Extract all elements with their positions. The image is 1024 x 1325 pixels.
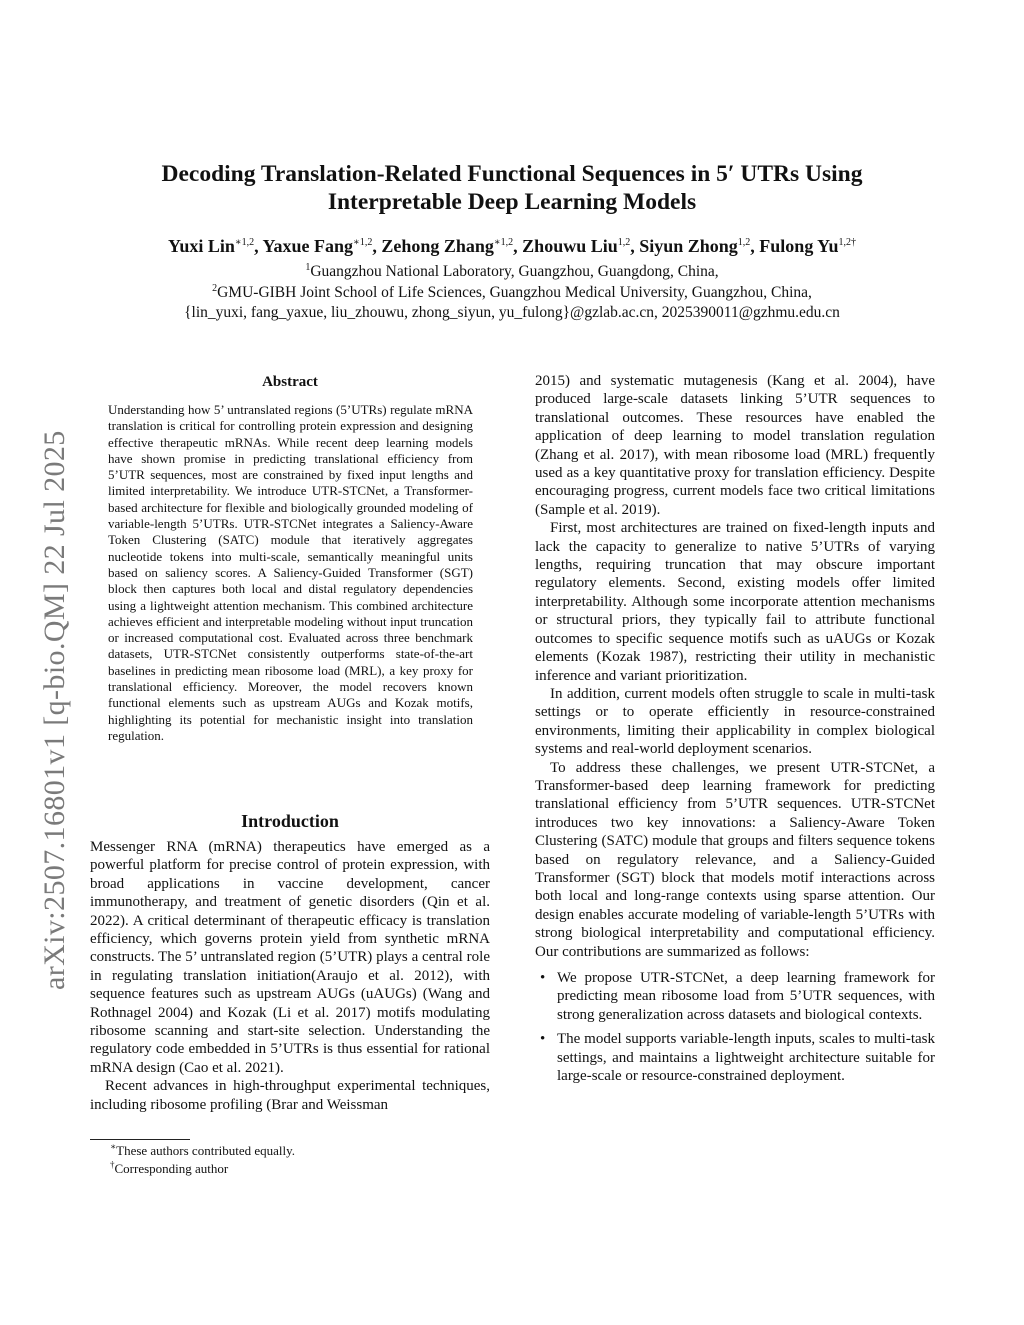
intro-paragraph-3: First, most architectures are trained on fixed-length inputs and lack the capacity to generalize to native 5’UTRs of varying lengths, requiring truncation that may obscure important regulatory elements. Second, existing models offer limited interpretability. Although some incorporate attention mechanisms or structural priors, they typically fail to attribute functional outcomes to specific sequence motifs such as uAUGs or Kozak elements (Kozak 1987), restricting their utility in mechanistic inference and variant prioritization. [535, 520, 935, 684]
author-equal-contribution-mark: ∗ [353, 237, 360, 248]
author-list: Yuxi Lin$^{∗1,2}$, Yaxue Fang$^{∗1,2}$, Zehong Zhang$^{∗1,2}$, Zhouwu Liu$^{1,2}$, Siyun Zhong$^{1,2}$, Fulong $Yu^{1,2\dagger}$ [167, 236, 857, 256]
bullet-icon: • [540, 1031, 546, 1048]
abstract-heading: Abstract [262, 374, 318, 390]
list-item-text: We propose UTR-STCNet, a deep learning framework for predicting mean ribosome load from 5’UTR sequences, with strong generalization across datasets and biological contexts. [557, 970, 935, 1023]
author [263, 236, 373, 256]
list-item [535, 969, 935, 1024]
intro-paragraph-2-continued: 2015) and systematic mutagenesis (Kang et al. 2004), have produced large-scale datasets linking 5’UTR sequences to translational outcomes. These resources have enabled the application of deep learning to model translation regulation (Zhang et al. 2017), with mean ribosome load (MRL) frequently used as a key quantitative proxy for translation efficiency. Despite encouraging progress, current models face two critical limitations (Sample et al. 2019). [535, 373, 935, 518]
footnote-divider [90, 1139, 190, 1140]
author-affiliation-number: 1,2† [838, 237, 857, 248]
author-emails: {lin_yuxi, fang_yaxue, liu_zhouwu, zhong_siyun, yu_fulong}@gzlab.ac.cn, 2025390011@gzhmu.edu.cn [184, 304, 840, 321]
affiliation-2 [60, 283, 964, 302]
affiliation-2-text: GMU-GIBH Joint School of Life Sciences, Guangzhou Medical University, Guangzhou, China, [217, 284, 812, 301]
title-line-2: Interpretable Deep Learning Models [327, 189, 697, 215]
author-affiliation-number: 1,2 [500, 237, 514, 248]
footnote-2-text: Corresponding author [114, 1161, 229, 1176]
left-column [90, 838, 490, 1114]
author-affiliation-mark [494, 237, 513, 248]
author-name: Siyun Zhong [639, 236, 738, 256]
author [381, 236, 513, 256]
contribution-list [535, 969, 935, 1085]
paper-title [90, 160, 934, 216]
author-name: Zhouwu Liu [522, 236, 618, 256]
author-name: Yaxue Fang [262, 236, 354, 256]
abstract-body: Understanding how 5’ untranslated regions (5’UTRs) regulate mRNA translation is critical for controlling protein expression and designing effective therapeutic mRNAs. While recent deep learning models have shown promise in predicting translational efficiency from 5’UTR sequences, most are constrained by fixed input lengths and limited interpretability. We introduce UTR-STCNet, a Transformer-based architecture for flexible and biologically grounded modeling of variable-length 5’UTRs. UTR-STCNet integrates a Saliency-Aware Token Clustering (SATC) module that iteratively aggregates nucleotide tokens into multi-scale, semantically meaningful units based on saliency scores. A Saliency-Guided Transformer (SGT) block then captures both local and distal regulatory dependencies using a lightweight attention mechanism. This combined architecture achieves efficient and interpretable modeling without input truncation or increased computational cost. Evaluated across three benchmark datasets, UTR-STCNet consistently outperforms state-of-the-art baselines in predicting mean ribosome load (MRL), a key proxy for translational efficiency. Moreover, the model recovers known functional elements such as upstream AUGs and Kozak motifs, highlighting its potential for mechanistic insight into translation regulation. [108, 402, 473, 743]
list-item-text: The model supports variable-length inputs, scales to multi-task settings, and maintains a lightweight architecture suitable for large-scale or resource-constrained deployment. [557, 1031, 935, 1085]
author [168, 236, 254, 256]
author-affiliation-mark [738, 237, 751, 248]
intro-paragraph-2: Recent advances in high-throughput experimental techniques, including ribosome profiling (Brar and Weissman [90, 1078, 490, 1113]
intro-paragraph-4: In addition, current models often struggle to scale in multi-task settings or to operate efficiently in resource-constrained environments, limiting their applicability in complex biological systems and real-world deployment scenarios. [535, 685, 935, 758]
list-item [535, 1030, 935, 1085]
introduction-heading: Introduction [241, 811, 339, 831]
bullet-icon: • [540, 970, 546, 986]
intro-paragraph-1: Messenger RNA (mRNA) therapeutics have emerged as a powerful platform for precise control of protein expression, with broad applications in vaccine development, cancer immunotherapy, and treatment of genetic disorders (Qin et al. 2022). A critical determinant of therapeutic efficacy is translation efficiency, which governs protein yield from synthetic mRNA constructs. The 5’ untranslated region (5’UTR) plays a central role in regulating translation initiation(Araujo et al. 2012), with sequence features such as upstream AUGs (uAUGs) (Wang and Rothnagel 2004) and Kozak (Li et al. 2017) motifs modulating ribosome scanning and start-site selection. Understanding the regulatory code embedded in 5’UTRs is thus essential for rational mRNA design (Cao et al. 2021). [90, 839, 490, 1076]
arxiv-identifier: arXiv:2507.16801v1 [q-bio.QM] 22 Jul 2025 [38, 430, 71, 990]
footnote-1-text: These authors contributed equally. [116, 1143, 296, 1158]
author-affiliation-number: 1,2 [359, 237, 373, 248]
intro-paragraph-5: To address these challenges, we present UTR-STCNet, a Transformer-based deep learning framework for predicting translational efficiency from 5’UTR sequences. UTR-STCNet introduces two key innovations: a Saliency-Aware Token Clustering (SATC) module that groups and filters sequence tokens based on regulatory relevance, and a Saliency-Guided Transformer (SGT) block that models motif interactions across both local and long-range contexts using sparse attention. Our design enables accurate modeling of variable-length 5’UTRs with strong biological interpretability and computational efficiency. Our contributions are summarized as follows: [535, 759, 935, 960]
affiliation-1 [60, 262, 964, 281]
footnote-2 [110, 1161, 228, 1177]
author-affiliation-mark [839, 237, 857, 248]
footnote-2-mark: † [110, 1159, 115, 1170]
author [759, 236, 856, 256]
title-line-1: Decoding Translation-Related Functional Sequences in 5′ UTRs Using [161, 161, 863, 187]
author [639, 236, 750, 256]
author-affiliation-number: 1,2 [617, 237, 631, 248]
author [522, 236, 630, 256]
affiliation-1-text: Guangzhou National Laboratory, Guangzhou, Guangdong, China, [310, 263, 719, 280]
affiliation-1-mark: 1 [305, 261, 311, 273]
author-name: Yuxi Lin [167, 236, 235, 256]
affiliation-2-mark: 2 [212, 282, 218, 294]
right-column [535, 372, 935, 1091]
author-affiliation-mark [353, 237, 372, 248]
footnote-1 [110, 1143, 295, 1159]
author-equal-contribution-mark: ∗ [493, 237, 501, 248]
author-equal-contribution-mark: ∗ [234, 237, 242, 248]
author-affiliation-number: 1,2 [241, 237, 255, 248]
author-affiliation-mark [618, 237, 631, 248]
author-name: Fulong Yu [759, 236, 839, 256]
author-affiliation-mark [235, 237, 254, 248]
footnote-1-mark: ∗ [110, 1141, 117, 1152]
author-affiliation-number: 1,2 [737, 237, 751, 248]
author-name: Zehong Zhang [381, 236, 494, 256]
